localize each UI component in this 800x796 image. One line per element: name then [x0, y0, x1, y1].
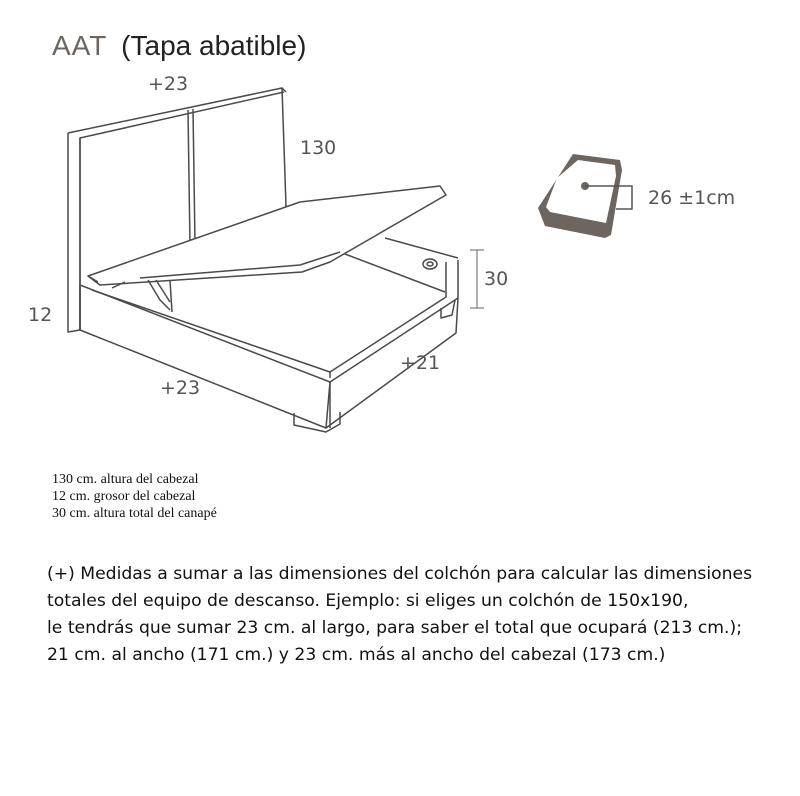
paragraph-line: 21 cm. al ancho (171 cm.) y 23 cm. más al ancho del cabezal (173 cm.) — [47, 645, 666, 665]
bed-drawing — [68, 88, 458, 432]
measurement-notes — [52, 471, 217, 522]
note-headboard-thickness: 12 cm. grosor del cabezal — [52, 489, 196, 504]
paragraph-line: totales del equipo de descanso. Ejemplo: si eliges un colchón de 150x190, — [47, 591, 689, 611]
explanation-paragraph — [47, 561, 752, 669]
paragraph-line: le tendrás que sumar 23 cm. al largo, para saber el total que ocupará (213 cm.); — [47, 618, 743, 638]
mattress-thickness-icon — [538, 154, 632, 238]
paragraph-line: (+) Medidas a sumar a las dimensiones del colchón para calcular las dimensiones — [47, 564, 753, 584]
headboard-thickness-label: 12 — [28, 304, 53, 326]
headboard-height-label: 130 — [300, 137, 337, 159]
base-height-label: 30 — [484, 268, 509, 290]
side-length-label: +21 — [400, 352, 441, 374]
lifting-lid — [88, 186, 446, 285]
model-code: AAT — [52, 30, 108, 61]
note-base-height: 30 cm. altura total del canapé — [52, 506, 217, 521]
mattress-thickness-label: 26 ±1cm — [648, 187, 736, 209]
model-subtitle: (Tapa abatible) — [121, 30, 307, 61]
note-headboard-height: 130 cm. altura del cabezal — [52, 472, 199, 487]
top-width-label: +23 — [148, 73, 189, 95]
height-dimension-line — [470, 250, 484, 308]
front-width-label: +23 — [160, 377, 201, 399]
headboard — [68, 88, 286, 332]
